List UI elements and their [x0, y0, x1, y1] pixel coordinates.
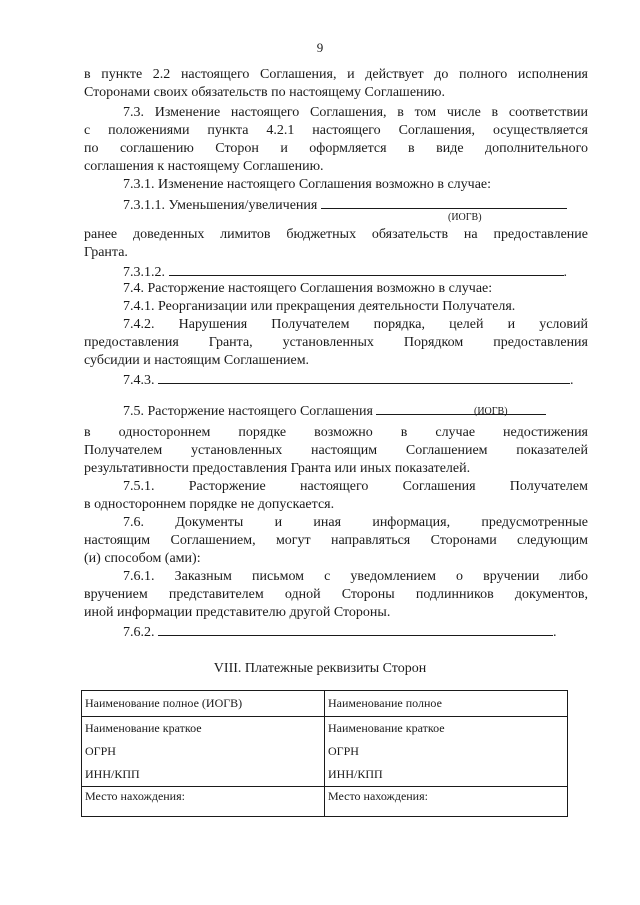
table-row	[82, 717, 568, 741]
text-line: 7.6.1. Заказным письмом с уведомлением о вручении либо	[123, 569, 588, 584]
clause-7-6-2: 7.6.2.	[123, 625, 155, 640]
text-line: в одностороннем порядке возможно в случае недостижения	[84, 425, 588, 440]
trailing-period: .	[553, 625, 557, 640]
text-line: субсидии и настоящим Соглашением.	[84, 353, 310, 368]
blank-line	[376, 402, 546, 415]
blank-line	[169, 263, 564, 276]
text-line: с положениями пункта 4.2.1 настоящего Соглашения, осуществляется	[84, 123, 588, 138]
blank-line	[158, 623, 553, 636]
ogv-note: (ИОГВ)	[448, 212, 482, 223]
text-line	[123, 623, 588, 641]
clause-7-3-1-2: 7.3.1.2.	[123, 265, 165, 280]
clause-7-4-3: 7.4.3.	[123, 373, 155, 388]
text-line: ранее доведенных лимитов бюджетных обязательств на предоставление	[84, 227, 588, 242]
page-number: 9	[316, 40, 324, 55]
text-line: вручением представителем одной Стороны подлинников документов,	[84, 587, 588, 602]
table-row	[82, 740, 568, 763]
blank-line	[321, 196, 567, 209]
text-line	[123, 263, 588, 281]
text-line: 7.4.2. Нарушения Получателем порядка, целей и условий	[123, 317, 588, 332]
table-cell: Наименование краткое	[325, 717, 568, 741]
clause-7-5: 7.5. Расторжение настоящего Соглашения	[123, 404, 373, 419]
text-line: Гранта.	[84, 245, 128, 260]
blank-line	[158, 371, 570, 384]
table-row	[82, 763, 568, 787]
table-row	[82, 787, 568, 817]
text-line: соглашения к настоящему Соглашению.	[84, 159, 324, 174]
text-line: (и) способом (ами):	[84, 551, 201, 566]
table-cell: ОГРН	[325, 740, 568, 763]
text-line: Получателем установленных настоящим Соглашением показателей	[84, 443, 588, 458]
ogv-note: (ИОГВ)	[474, 406, 508, 417]
clause-7-3-1-1: 7.3.1.1. Уменьшения/увеличения	[123, 198, 318, 213]
table-row	[82, 691, 568, 717]
table-cell: Место нахождения:	[325, 787, 568, 817]
text-line: 7.3. Изменение настоящего Соглашения, в том числе в соответствии	[123, 105, 588, 120]
text-line: 7.3.1. Изменение настоящего Соглашения возможно в случае:	[123, 177, 492, 192]
text-line: Сторонами своих обязательств по настоящему Соглашению.	[84, 85, 445, 100]
text-line: в пункте 2.2 настоящего Соглашения, и действует до полного исполнения	[84, 67, 588, 82]
text-line: по соглашению Сторон и оформляется в виде дополнительного	[84, 141, 588, 156]
table-cell: ИНН/КПП	[82, 763, 325, 787]
table-cell: Место нахождения:	[82, 787, 325, 817]
text-line: настоящим Соглашением, могут направляться Сторонами следующим	[84, 533, 588, 548]
text-line	[123, 402, 588, 420]
table-cell: ОГРН	[82, 740, 325, 763]
text-line	[123, 196, 588, 214]
table-cell: Наименование краткое	[82, 717, 325, 741]
text-line: в одностороннем порядке не допускается.	[84, 497, 335, 512]
text-line	[123, 371, 588, 389]
table-cell: Наименование полное (ИОГВ)	[82, 691, 325, 717]
text-line: иной информации представителю другой Стороны.	[84, 605, 391, 620]
table-cell: ИНН/КПП	[325, 763, 568, 787]
section-title: VIII. Платежные реквизиты Сторон	[213, 661, 427, 676]
text-line: 7.5.1. Расторжение настоящего Соглашения Получателем	[123, 479, 588, 494]
text-line: предоставления Гранта, установленных Порядком предоставления	[84, 335, 588, 350]
trailing-period: .	[570, 373, 574, 388]
table-cell: Наименование полное	[325, 691, 568, 717]
text-line: 7.4. Расторжение настоящего Соглашения возможно в случае:	[123, 281, 493, 296]
trailing-period: .	[563, 265, 567, 280]
text-line: 7.4.1. Реорганизации или прекращения деятельности Получателя.	[123, 299, 516, 314]
text-line: результативности предоставления Гранта или иных показателей.	[84, 461, 471, 476]
text-line: 7.6. Документы и иная информация, предусмотренные	[123, 515, 588, 530]
requisites-table	[81, 690, 568, 817]
